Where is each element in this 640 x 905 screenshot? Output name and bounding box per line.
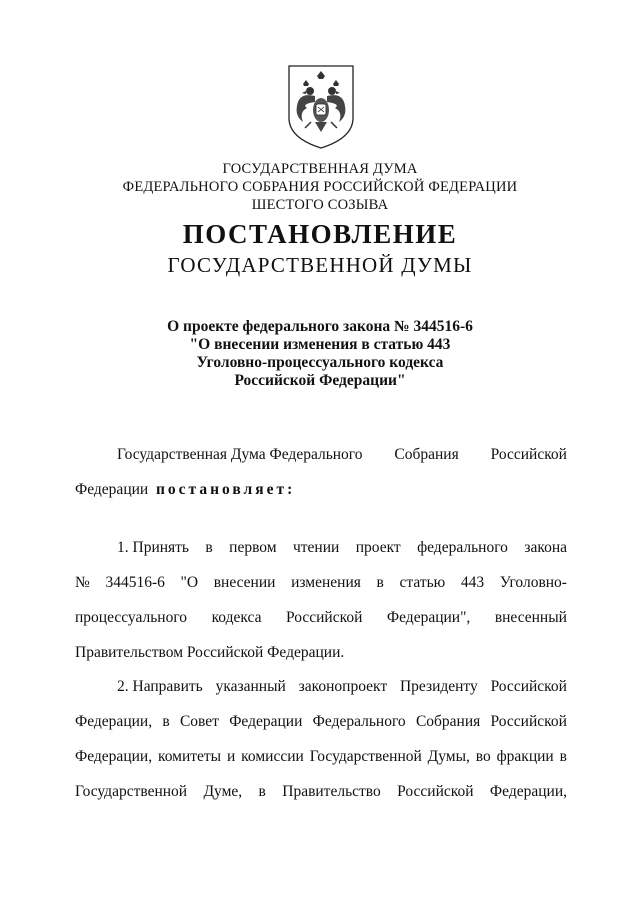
text-word: Федерального [312,713,406,730]
preamble-federation: Федерации [75,481,149,498]
text-word: Государственная Дума Федерального [117,446,363,463]
bill-title-line-3: Уголовно-процессуального кодекса [196,354,444,371]
bill-title-line-4: Российской Федерации" [234,372,406,389]
text-word: статью [399,574,446,591]
text-word: в [205,539,213,556]
bill-title-line-2: "О внесении изменения в статью 443 [189,336,451,353]
header-line-1: ГОСУДАРСТВЕННАЯ ДУМА [222,161,418,177]
text-word: 344516-6 [105,574,165,591]
text-word: внесенный [494,609,567,626]
preamble-line-1 [117,445,567,465]
item-2-line-1 [117,677,567,697]
text-word: процессуального [75,609,188,626]
document-subtitle: ГОСУДАРСТВЕННОЙ ДУМЫ [167,253,473,277]
text-word: Думе, [203,783,243,800]
text-word: комитеты [157,748,222,765]
text-word: Государственной [309,748,422,765]
text-word: Федерации [229,713,303,730]
text-word: в [162,713,170,730]
item-1-line-1 [117,538,567,558]
text-word: в [559,748,567,765]
text-word: Президенту [399,678,478,695]
text-word: № [75,574,90,591]
preamble-line-2 [75,480,567,500]
text-word: Правительство [282,783,381,800]
text-word: 2. Направить [117,678,203,695]
text-word: Российской [490,713,567,730]
text-word: указанный [215,678,286,695]
text-word: фракции [496,748,554,765]
double-headed-eagle-icon [285,62,357,150]
text-word: федерального [417,539,508,556]
text-word: кодекса [211,609,262,626]
text-word: Уголовно- [499,574,567,591]
text-word: Федерации, [489,783,567,800]
header-line-2: ФЕДЕРАЛЬНОГО СОБРАНИЯ РОССИЙСКОЙ ФЕДЕРАЦИИ [122,179,518,195]
document-title: ПОСТАНОВЛЕНИЕ [182,219,458,249]
text-word: "О [180,574,199,591]
issuer-header [0,160,640,214]
text-word: Совет [179,713,219,730]
text-word: комиссии [241,748,304,765]
text-word: Собрания [415,713,481,730]
text-word: Государственной [75,783,188,800]
text-word: в [376,574,384,591]
text-word: Думы, [427,748,470,765]
text-word: чтении [292,539,340,556]
text-word: 443 [460,574,485,591]
preamble-resolves: постановляет: [155,481,296,498]
header-line-3: ШЕСТОГО СОЗЫВА [251,197,389,213]
text-word: 1. Принять [117,539,190,556]
text-word: закона [524,539,567,556]
text-word: первом [229,539,277,556]
text-word: Российской [397,783,474,800]
state-emblem [285,62,357,150]
text-word: Федерации, [75,748,153,765]
text-word: проект [355,539,401,556]
bill-title-line-1: О проекте федерального закона № 344516-6 [167,318,473,335]
item-1-line-4: Правительством Российской Федерации. [75,644,345,661]
item-2-line-3 [75,747,567,767]
bill-title [0,318,640,390]
item-2-line-4 [75,782,567,802]
item-2-line-2 [75,712,567,732]
text-word: Федерации, [75,713,153,730]
text-word: внесении [213,574,276,591]
item-1-line-2 [75,573,567,593]
text-word: Федерации", [386,609,471,626]
text-word: Российской [490,678,567,695]
text-word: Собрания [394,446,459,463]
text-word: Российской [490,446,567,463]
item-1-line-3 [75,608,567,628]
text-word: и [226,748,236,765]
text-word: Российской [285,609,363,626]
text-word: в [258,783,266,800]
text-word: во [475,748,491,765]
text-word: изменения [291,574,361,591]
text-word: законопроект [298,678,388,695]
